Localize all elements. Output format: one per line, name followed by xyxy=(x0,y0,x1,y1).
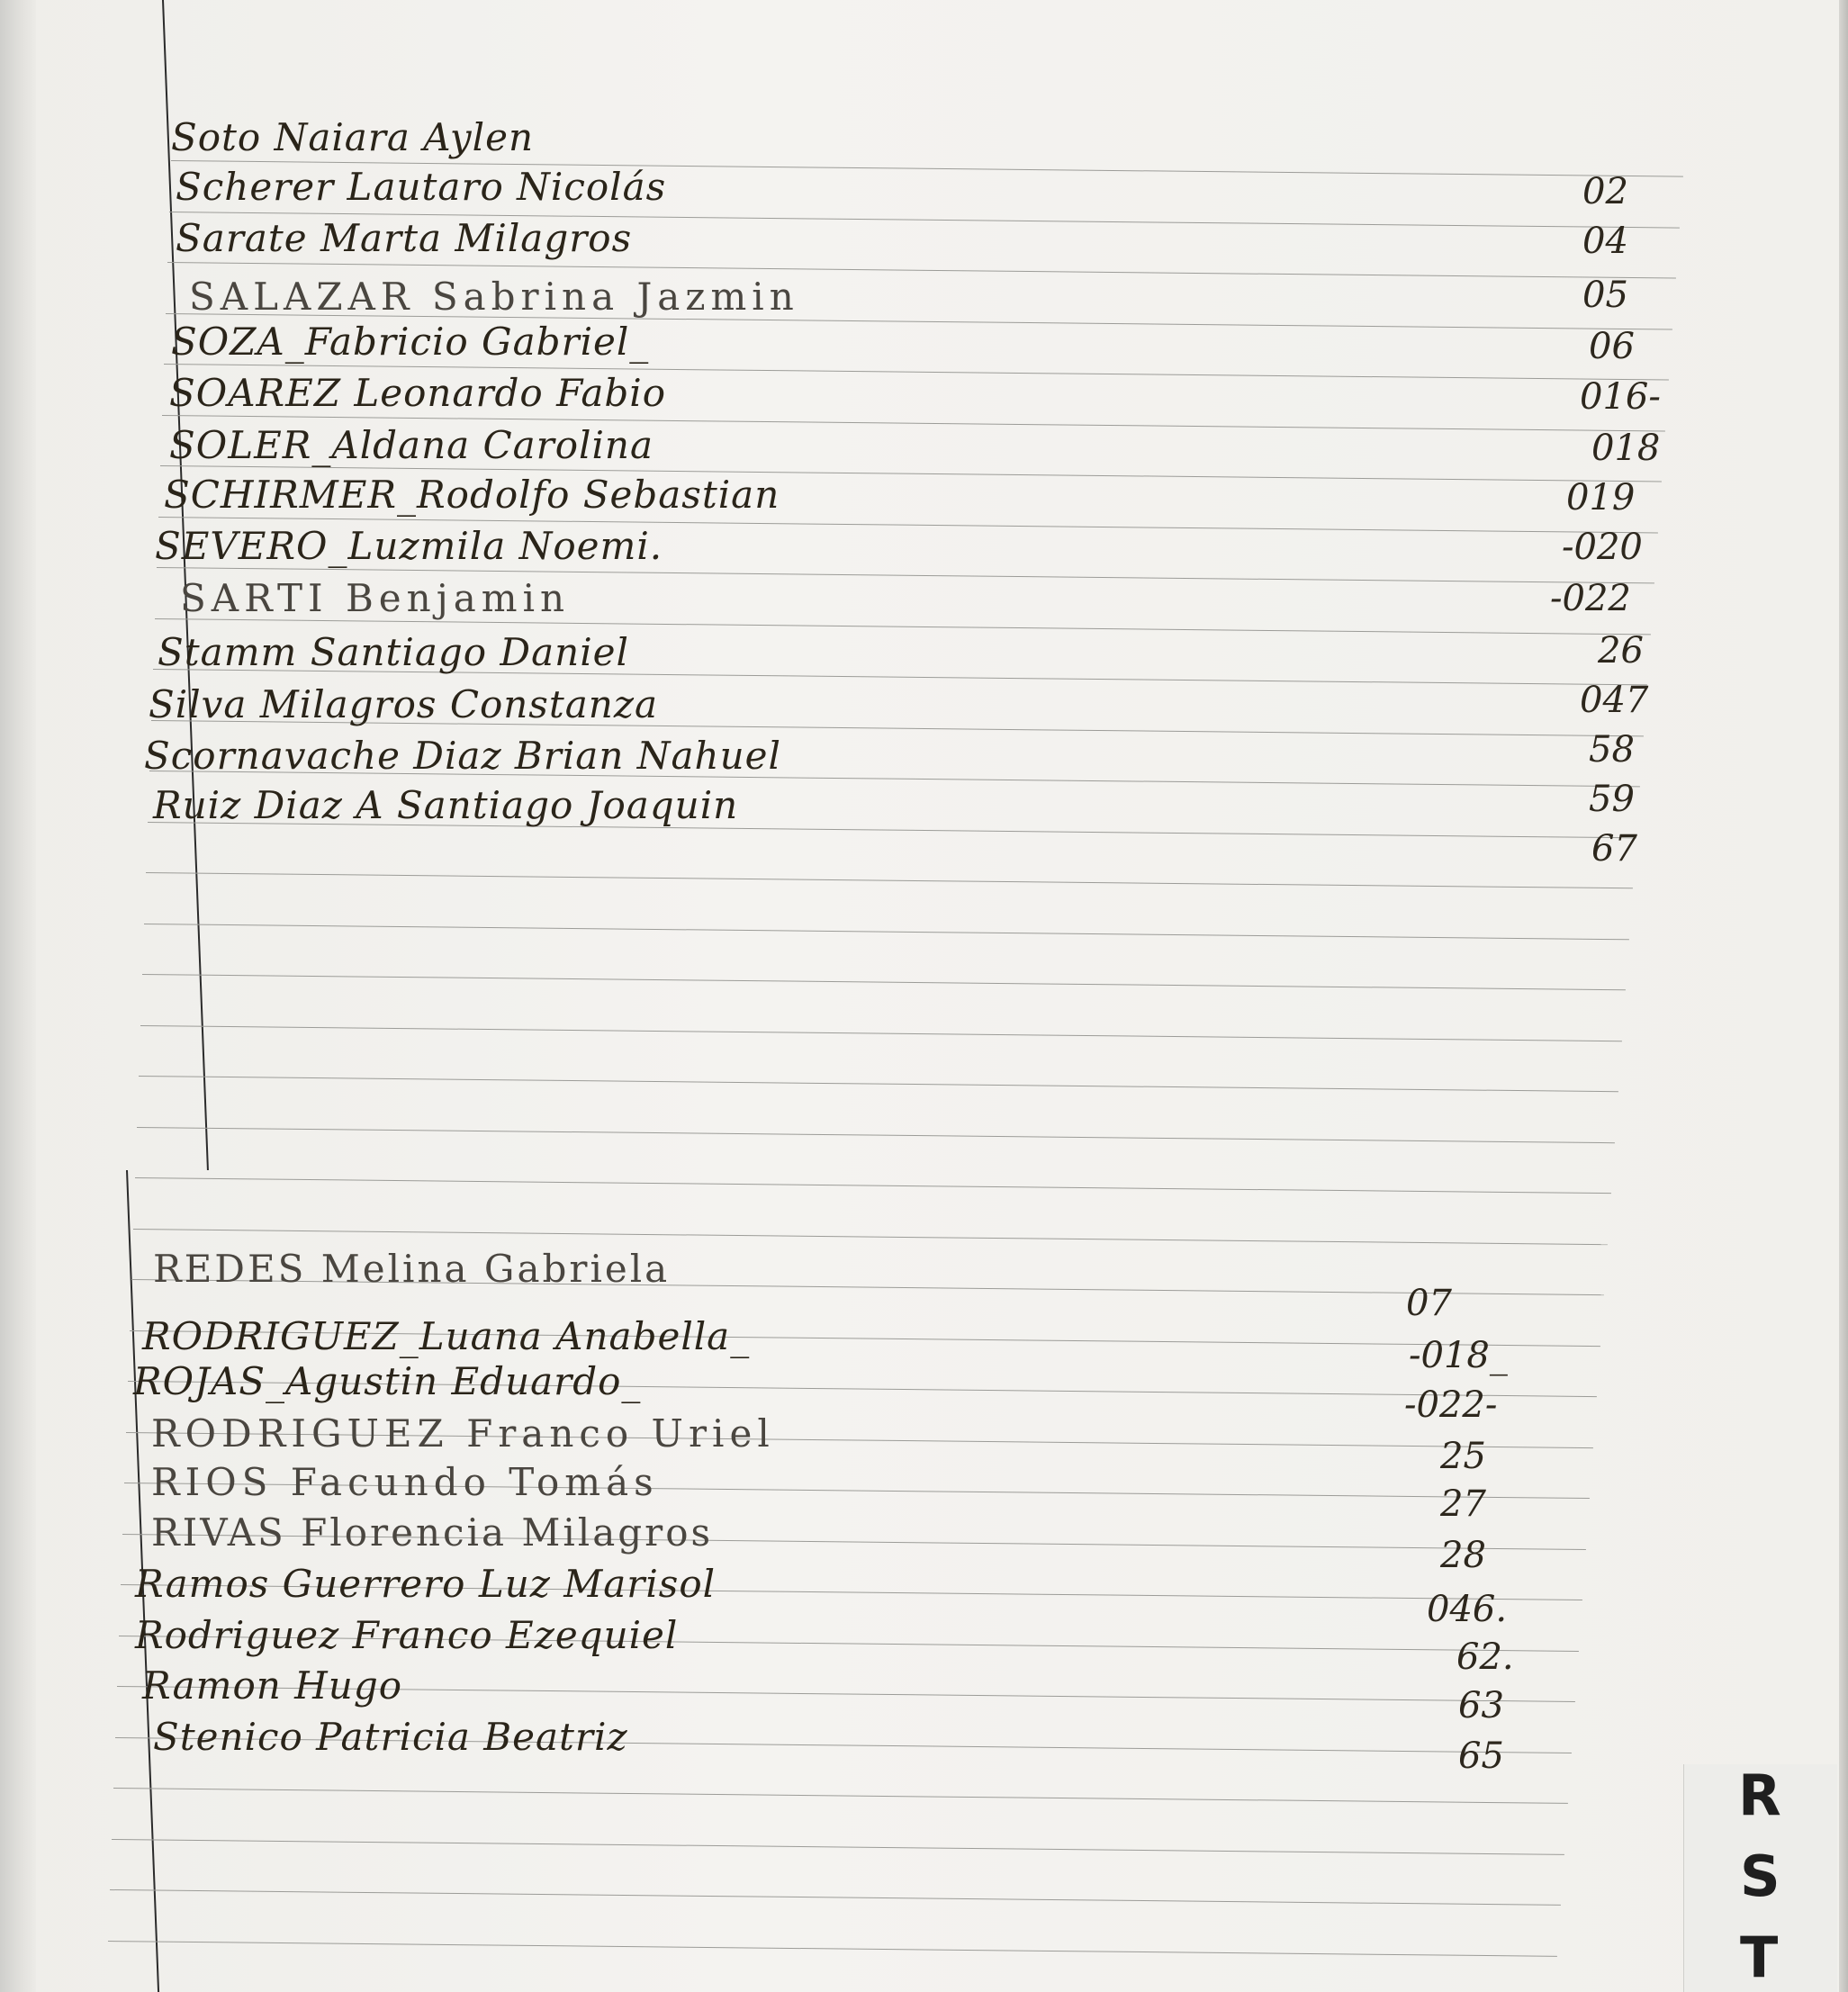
page-binding xyxy=(0,0,36,1992)
student-number: 06 xyxy=(1589,326,1635,367)
ruled-line xyxy=(112,1839,1564,1855)
ruled-line xyxy=(135,1177,1611,1194)
student-name: RODRIGUEZ Franco Uriel xyxy=(151,1411,775,1456)
student-name: Scornavache Diaz Brian Nahuel xyxy=(144,734,781,778)
student-name: RIOS Facundo Tomás xyxy=(151,1460,659,1504)
ruled-line xyxy=(137,1127,1615,1143)
student-number: 58 xyxy=(1589,729,1635,771)
student-name: SARTI Benjamin xyxy=(180,576,571,620)
student-number: 04 xyxy=(1582,221,1628,262)
student-name: Ramon Hugo xyxy=(142,1663,402,1708)
student-name: SOZA_Fabricio Gabriel_ xyxy=(171,320,650,364)
student-name: Sarate Marta Milagros xyxy=(176,216,633,260)
student-name: REDES Melina Gabriela xyxy=(153,1247,671,1291)
student-number: 63 xyxy=(1458,1685,1504,1726)
student-name: Ruiz Diaz A Santiago Joaquin xyxy=(153,783,739,827)
student-number: 016- xyxy=(1580,376,1661,418)
student-number: 02 xyxy=(1582,171,1628,212)
student-number: 019 xyxy=(1566,477,1636,518)
student-number: 018 xyxy=(1591,428,1661,469)
student-name: ROJAS_Agustin Eduardo_ xyxy=(133,1359,642,1403)
student-number: -018_ xyxy=(1409,1335,1508,1376)
ruled-line xyxy=(139,1076,1618,1092)
ruled-line xyxy=(113,1788,1568,1804)
ruled-line xyxy=(142,974,1626,990)
student-name: Soto Naiara Aylen xyxy=(171,115,534,159)
student-number: 26 xyxy=(1598,630,1644,672)
ruled-line xyxy=(110,1889,1561,1906)
student-name: SOAREZ Leonardo Fabio xyxy=(169,371,667,415)
student-number: -022- xyxy=(1404,1384,1498,1426)
index-tab xyxy=(1683,1764,1837,1992)
student-name: Scherer Lautaro Nicolás xyxy=(176,165,667,209)
page-edge xyxy=(1839,0,1848,1992)
index-tab-letter-t: T xyxy=(1740,1924,1779,1990)
index-tab-letter-r: R xyxy=(1738,1762,1781,1828)
index-tab-letter-s: S xyxy=(1740,1843,1780,1909)
student-number: 05 xyxy=(1582,275,1628,316)
student-number: 25 xyxy=(1440,1436,1486,1477)
student-number: 27 xyxy=(1440,1483,1486,1525)
student-number: 62. xyxy=(1456,1636,1514,1678)
student-number: 67 xyxy=(1591,828,1637,870)
ruled-line xyxy=(108,1941,1557,1957)
student-name: SALAZAR Sabrina Jazmin xyxy=(189,275,799,319)
student-number: 59 xyxy=(1589,779,1635,820)
student-number: 28 xyxy=(1440,1535,1486,1576)
student-name: Ramos Guerrero Luz Marisol xyxy=(135,1562,717,1606)
student-name: SCHIRMER_Rodolfo Sebastian xyxy=(164,473,780,517)
student-name: Stamm Santiago Daniel xyxy=(158,630,629,674)
student-number: -020 xyxy=(1562,527,1643,568)
student-name: Rodriguez Franco Ezequiel xyxy=(135,1613,679,1657)
ruled-line xyxy=(146,872,1633,888)
student-number: 046. xyxy=(1427,1589,1508,1630)
student-name: RODRIGUEZ_Luana Anabella_ xyxy=(142,1314,751,1358)
student-name: Silva Milagros Constanza xyxy=(149,682,658,726)
student-name: SOLER_Aldana Carolina xyxy=(169,423,654,467)
student-number: -022 xyxy=(1550,578,1631,619)
student-name: SEVERO_Luzmila Noemi. xyxy=(155,524,663,568)
ruled-line xyxy=(144,924,1629,940)
student-number: 047 xyxy=(1580,680,1649,721)
student-name: RIVAS Florencia Milagros xyxy=(151,1510,714,1555)
student-number: 65 xyxy=(1458,1735,1504,1777)
ruled-line xyxy=(140,1025,1622,1041)
student-name: Stenico Patricia Beatriz xyxy=(153,1715,628,1759)
ruled-line xyxy=(133,1229,1608,1245)
student-number: 07 xyxy=(1406,1283,1452,1324)
